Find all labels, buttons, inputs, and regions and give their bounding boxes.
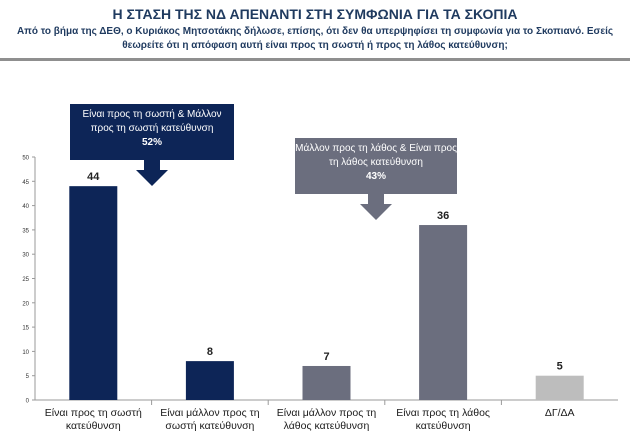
y-tick-label: 25	[22, 277, 29, 283]
callout-negative-arrow	[360, 194, 392, 220]
callout-negative-percent: 43%	[365, 171, 386, 182]
y-tick-label: 50	[22, 155, 29, 162]
x-category-label-line: κατεύθυνση	[65, 420, 121, 432]
callout-negative	[295, 138, 457, 194]
bar-value-label: 36	[436, 210, 450, 223]
y-tick-label: 35	[22, 228, 29, 235]
x-category-label-line: κατεύθυνση	[415, 420, 471, 432]
y-tick-label: 40	[22, 204, 29, 211]
bar	[419, 225, 467, 400]
chart-subtitle: Από το βήμα της ΔΕΘ, ο Κυριάκος Μητσοτάκης δήλωσε, επίσης, ότι δεν θα υπερψηφίσει τη συμφωνία για το Σκοπιανό. Εσείς θεωρείτε ότι η απόφαση αυτή είναι προς τη σωστή ή προς τη λάθος κατεύθυνση;	[16, 26, 614, 51]
callout-positive	[70, 104, 234, 160]
bar	[303, 366, 351, 400]
x-category-label	[396, 407, 490, 432]
x-category-label-line: ΔΓ/ΔΑ	[544, 407, 575, 419]
callout-negative-text: Μάλλον προς τη λάθος & Είναι προς τη λάθος κατεύθυνση	[295, 143, 457, 168]
x-category-label-line: λάθος κατεύθυνση	[283, 420, 370, 432]
bar-value-label: 7	[323, 350, 330, 363]
x-category-label-line: σωστή κατεύθυνση	[165, 420, 255, 432]
callout-positive-arrow	[136, 160, 168, 186]
y-tick-label: 10	[22, 349, 29, 356]
y-tick-label: 15	[22, 325, 29, 332]
x-category-label	[160, 407, 260, 432]
bar-value-label: 44	[87, 171, 100, 184]
callout-positive-text: Είναι προς τη σωστή & Μάλλον προς τη σωστή κατεύθυνση	[82, 109, 222, 134]
y-tick-label: 5	[25, 374, 29, 381]
bar-value-label: 8	[206, 346, 213, 359]
y-tick-label: 20	[22, 301, 29, 308]
chart-title: Η ΣΤΑΣΗ ΤΗΣ ΝΔ ΑΠΕΝΑΝΤΙ ΣΤΗ ΣΥΜΦΩΝΙΑ ΓΙΑ ΤΑ ΣΚΟΠΙΑ	[112, 6, 518, 22]
x-category-label	[545, 407, 575, 419]
x-category-label-line: Είναι προς τη λάθος	[396, 407, 490, 419]
y-tick-label: 45	[22, 179, 29, 186]
x-category-label-line: Είναι προς τη σωστή	[44, 407, 142, 419]
callout-positive-percent: 52%	[141, 137, 162, 148]
x-category-label	[277, 407, 377, 432]
bar	[186, 361, 234, 400]
bar-value-label: 5	[556, 360, 563, 373]
x-category-label-line: Είναι μάλλον προς τη	[276, 407, 377, 419]
y-tick-label: 0	[25, 398, 29, 405]
bar	[69, 186, 117, 400]
x-category-label-line: Είναι μάλλον προς τη	[160, 407, 260, 419]
x-category-label	[45, 407, 142, 432]
y-tick-label: 30	[22, 252, 29, 259]
bar	[536, 376, 584, 400]
